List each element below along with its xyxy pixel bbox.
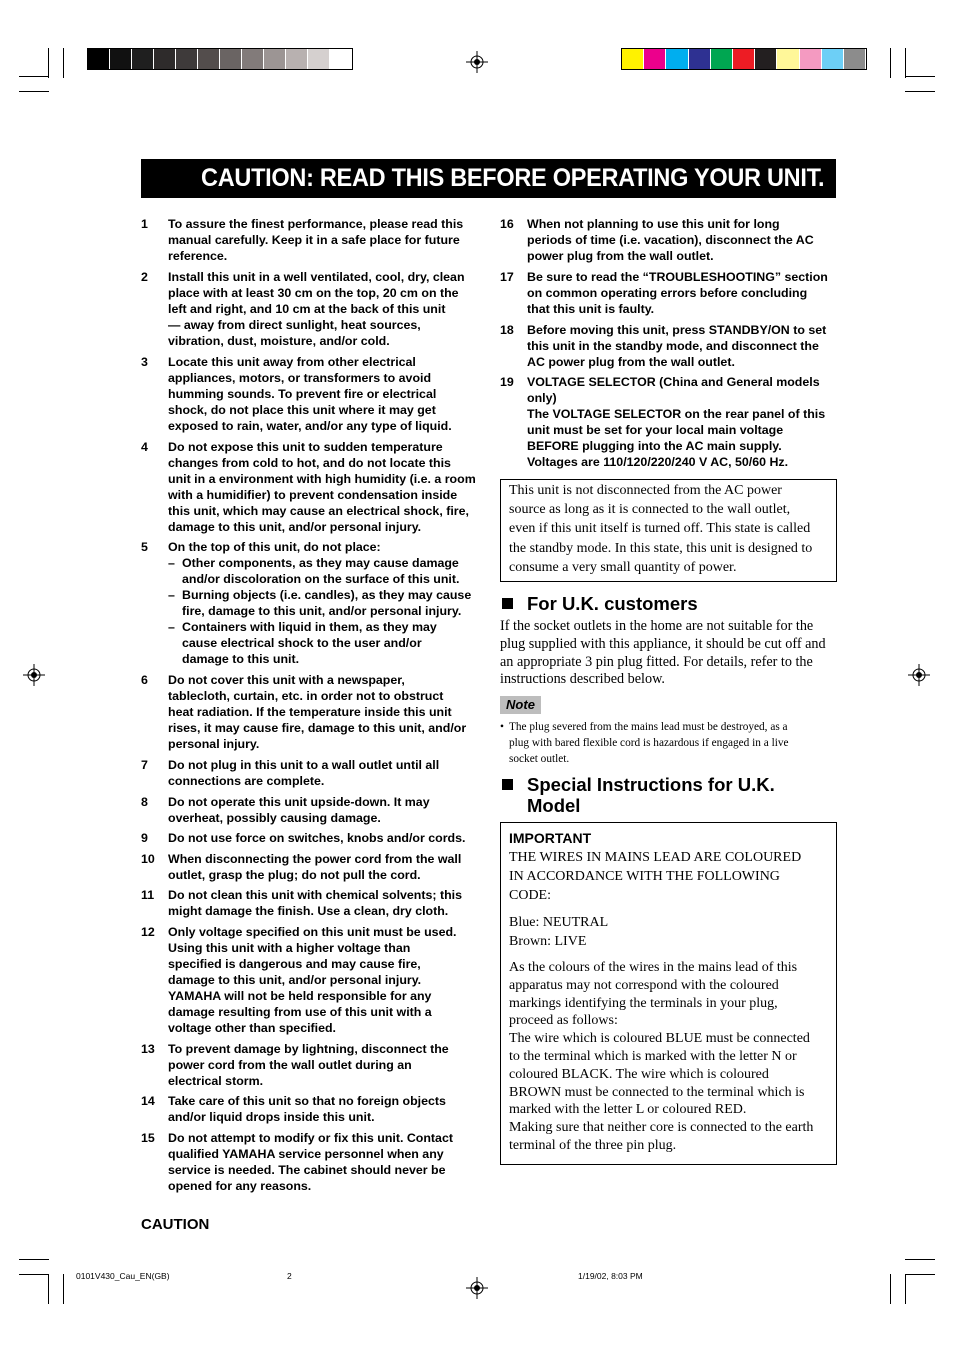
color-swatch bbox=[777, 49, 799, 69]
note-text: The plug severed from the mains lead must be destroyed, as a plug with bared flexible cord is hazardous if engaged in a live socket outlet. bbox=[509, 721, 789, 765]
item-text: Do not expose this unit to sudden temperature changes from cold to hot, and do not locate this unit in a environment with high humidity (i.e. a room with a humidifier) to prevent condensation inside this unit, which may cause an electrical shock, fire, damage to this unit, and/or personal injury. bbox=[168, 440, 476, 534]
item-text: Install this unit in a well ventilated, cool, dry, clean place with at least 30 cm on the top, 20 cm on the left and right, and 10 cm at the back of this unit — away from direct sunlight, heat sources, vibration, dust, moisture, and/or cold. bbox=[168, 270, 465, 348]
uk-customers-heading: For U.K. customers bbox=[527, 593, 698, 614]
sub-item-text: Other components, as they may cause damage and/or discoloration on the surface of this unit. bbox=[182, 556, 460, 586]
item-text: When disconnecting the power cord from the wall outlet, grasp the plug; do not pull the cord. bbox=[168, 852, 462, 882]
item-number: 16 bbox=[500, 217, 514, 231]
item-number: 10 bbox=[141, 852, 155, 866]
note-label: Note bbox=[500, 696, 541, 714]
footer-timestamp: 1/19/02, 8:03 PM bbox=[578, 1271, 643, 1281]
color-swatch bbox=[800, 49, 822, 69]
item-number: 5 bbox=[141, 540, 148, 554]
color-swatch bbox=[844, 49, 866, 69]
registration-mark-icon bbox=[466, 1277, 488, 1299]
registration-mark-icon bbox=[466, 51, 488, 73]
important-label: IMPORTANT bbox=[509, 830, 592, 846]
sub-item-text: Burning objects (i.e. candles), as they may cause fire, damage to this unit, and/or personal injury. bbox=[182, 588, 472, 618]
item-number: 9 bbox=[141, 831, 148, 845]
item-number: 18 bbox=[500, 323, 514, 337]
color-swatch bbox=[110, 49, 132, 69]
section-footer-label: CAUTION bbox=[141, 1216, 210, 1233]
section-bullet-icon bbox=[502, 779, 513, 790]
item-text: Do not clean this unit with chemical solvents; this might damage the finish. Use a clean, dry cloth. bbox=[168, 888, 462, 918]
grayscale-calibration-bar bbox=[87, 48, 353, 70]
special-instructions-heading: Special Instructions for U.K. Model bbox=[527, 774, 775, 816]
item-number: 8 bbox=[141, 795, 148, 809]
color-swatch bbox=[330, 49, 352, 69]
color-calibration-bar bbox=[621, 48, 867, 70]
footer-filename: 0101V430_Cau_EN(GB) bbox=[76, 1271, 170, 1281]
item-number: 15 bbox=[141, 1131, 155, 1145]
color-swatch bbox=[308, 49, 330, 69]
uk-customers-body: If the socket outlets in the home are not suitable for the plug supplied with this appliance, it should be cut off and an appropriate 3 pin plug fitted. For details, refer to the instructions described below. bbox=[500, 618, 826, 688]
item-text: To assure the finest performance, please read this manual carefully. Keep it in a safe place for future reference. bbox=[168, 217, 464, 263]
item-text: Do not operate this unit upside-down. It may overheat, possibly causing damage. bbox=[168, 795, 430, 825]
item-text: Before moving this unit, press STANDBY/ON to set this unit in the standby mode, and disconnect the AC power plug from the wall outlet. bbox=[527, 323, 827, 369]
sub-item-dash: – bbox=[168, 588, 175, 602]
standby-notice-text: This unit is not disconnected from the AC power source as long as it is connected to the wall outlet, even if this unit itself is turned off. This state is called the standby mode. In this state, this unit is designed to consume a very small quantity of power. bbox=[509, 483, 813, 575]
standby-notice-box bbox=[500, 479, 837, 582]
item-number: 12 bbox=[141, 925, 155, 939]
item-number: 2 bbox=[141, 270, 148, 284]
registration-mark-icon bbox=[23, 664, 45, 686]
sub-item-dash: – bbox=[168, 556, 175, 570]
sub-item-dash: – bbox=[168, 620, 175, 634]
color-swatch bbox=[154, 49, 176, 69]
item-text: Do not attempt to modify or fix this unit. Contact qualified YAMAHA service personnel when any service is needed. The cabinet should never be opened for any reasons. bbox=[168, 1131, 453, 1193]
item-text: Do not plug in this unit to a wall outlet until all connections are complete. bbox=[168, 758, 440, 788]
color-swatch bbox=[666, 49, 688, 69]
color-swatch bbox=[88, 49, 110, 69]
wire-code-text: THE WIRES IN MAINS LEAD ARE COLOURED IN ACCORDANCE WITH THE FOLLOWING CODE: bbox=[509, 850, 802, 904]
item-number: 7 bbox=[141, 758, 148, 772]
section-bullet-icon bbox=[502, 598, 513, 609]
wiring-procedure-text: As the colours of the wires in the mains lead of this apparatus may not correspond with the coloured markings identifying the terminals in your plug, proceed as follows: The wire which is coloured BLUE must be connected to the terminal which is marked with the letter N or coloured BLACK. The wire which is coloured BROWN must be connected to the terminal which is marked with the letter L or coloured RED. Making sure that neither core is connected to the earth terminal of the three pin plug. bbox=[509, 960, 814, 1153]
color-swatch bbox=[689, 49, 711, 69]
color-swatch bbox=[220, 49, 242, 69]
wiring-instructions-box bbox=[500, 822, 837, 1165]
registration-mark-icon bbox=[908, 664, 930, 686]
color-swatch bbox=[644, 49, 666, 69]
item-text: On the top of this unit, do not place: bbox=[168, 540, 381, 554]
item-text: When not planning to use this unit for long periods of time (i.e. vacation), disconnect the AC power plug from the wall outlet. bbox=[527, 217, 814, 263]
wire-colours-text: Blue: NEUTRAL Brown: LIVE bbox=[509, 915, 609, 950]
footer-page-number: 2 bbox=[287, 1271, 292, 1281]
item-number: 3 bbox=[141, 355, 148, 369]
color-swatch bbox=[711, 49, 733, 69]
color-swatch bbox=[733, 49, 755, 69]
item-number: 13 bbox=[141, 1042, 155, 1056]
item-number: 14 bbox=[141, 1094, 155, 1108]
item-text: VOLTAGE SELECTOR (China and General models only) The VOLTAGE SELECTOR on the rear panel of this unit must be set for your local main voltage BEFORE plugging into the AC main supply. Voltages are 110/120/220/240 V AC, 50/60 Hz. bbox=[527, 375, 826, 469]
item-text: To prevent damage by lightning, disconnect the power cord from the wall outlet during an electrical storm. bbox=[168, 1042, 449, 1088]
item-number: 6 bbox=[141, 673, 148, 687]
page-title-band bbox=[141, 159, 836, 198]
item-text: Only voltage specified on this unit must be used. Using this unit with a higher voltage than specified is dangerous and may cause fire, damage to this unit, and/or personal injury. YAMAHA will not be held responsible for any damage resulting from use of this unit with a voltage other than specified. bbox=[168, 925, 457, 1035]
color-swatch bbox=[822, 49, 844, 69]
color-swatch bbox=[286, 49, 308, 69]
page-title: CAUTION: READ THIS BEFORE OPERATING YOUR UNIT. bbox=[201, 164, 825, 192]
sub-item-text: Containers with liquid in them, as they may cause electrical shock to the user and/or damage to this unit. bbox=[182, 620, 437, 666]
item-number: 19 bbox=[500, 375, 514, 389]
color-swatch bbox=[198, 49, 220, 69]
item-text: Locate this unit away from other electrical appliances, motors, or transformers to avoid humming sounds. To prevent fire or electrical shock, do not place this unit where it may get exposed to rain, water, and/or any type of liquid. bbox=[168, 355, 452, 433]
item-text: Do not use force on switches, knobs and/or cords. bbox=[168, 831, 466, 845]
item-text: Be sure to read the “TROUBLESHOOTING” section on common operating errors before concluding that this unit is faulty. bbox=[527, 270, 828, 316]
color-swatch bbox=[242, 49, 264, 69]
color-swatch bbox=[622, 49, 644, 69]
item-number: 4 bbox=[141, 440, 148, 454]
color-swatch bbox=[755, 49, 777, 69]
color-swatch bbox=[132, 49, 154, 69]
color-swatch bbox=[176, 49, 198, 69]
item-number: 11 bbox=[141, 888, 155, 902]
color-swatch bbox=[264, 49, 286, 69]
item-text: Take care of this unit so that no foreign objects and/or liquid drops inside this unit. bbox=[168, 1094, 446, 1124]
item-number: 1 bbox=[141, 217, 148, 231]
item-number: 17 bbox=[500, 270, 514, 284]
note-bullet: • bbox=[500, 721, 504, 733]
item-text: Do not cover this unit with a newspaper, tablecloth, curtain, etc. in order not to obstruct heat radiation. If the temperature inside this unit rises, it may cause fire, damage to this unit, and/or personal injury. bbox=[168, 673, 467, 751]
